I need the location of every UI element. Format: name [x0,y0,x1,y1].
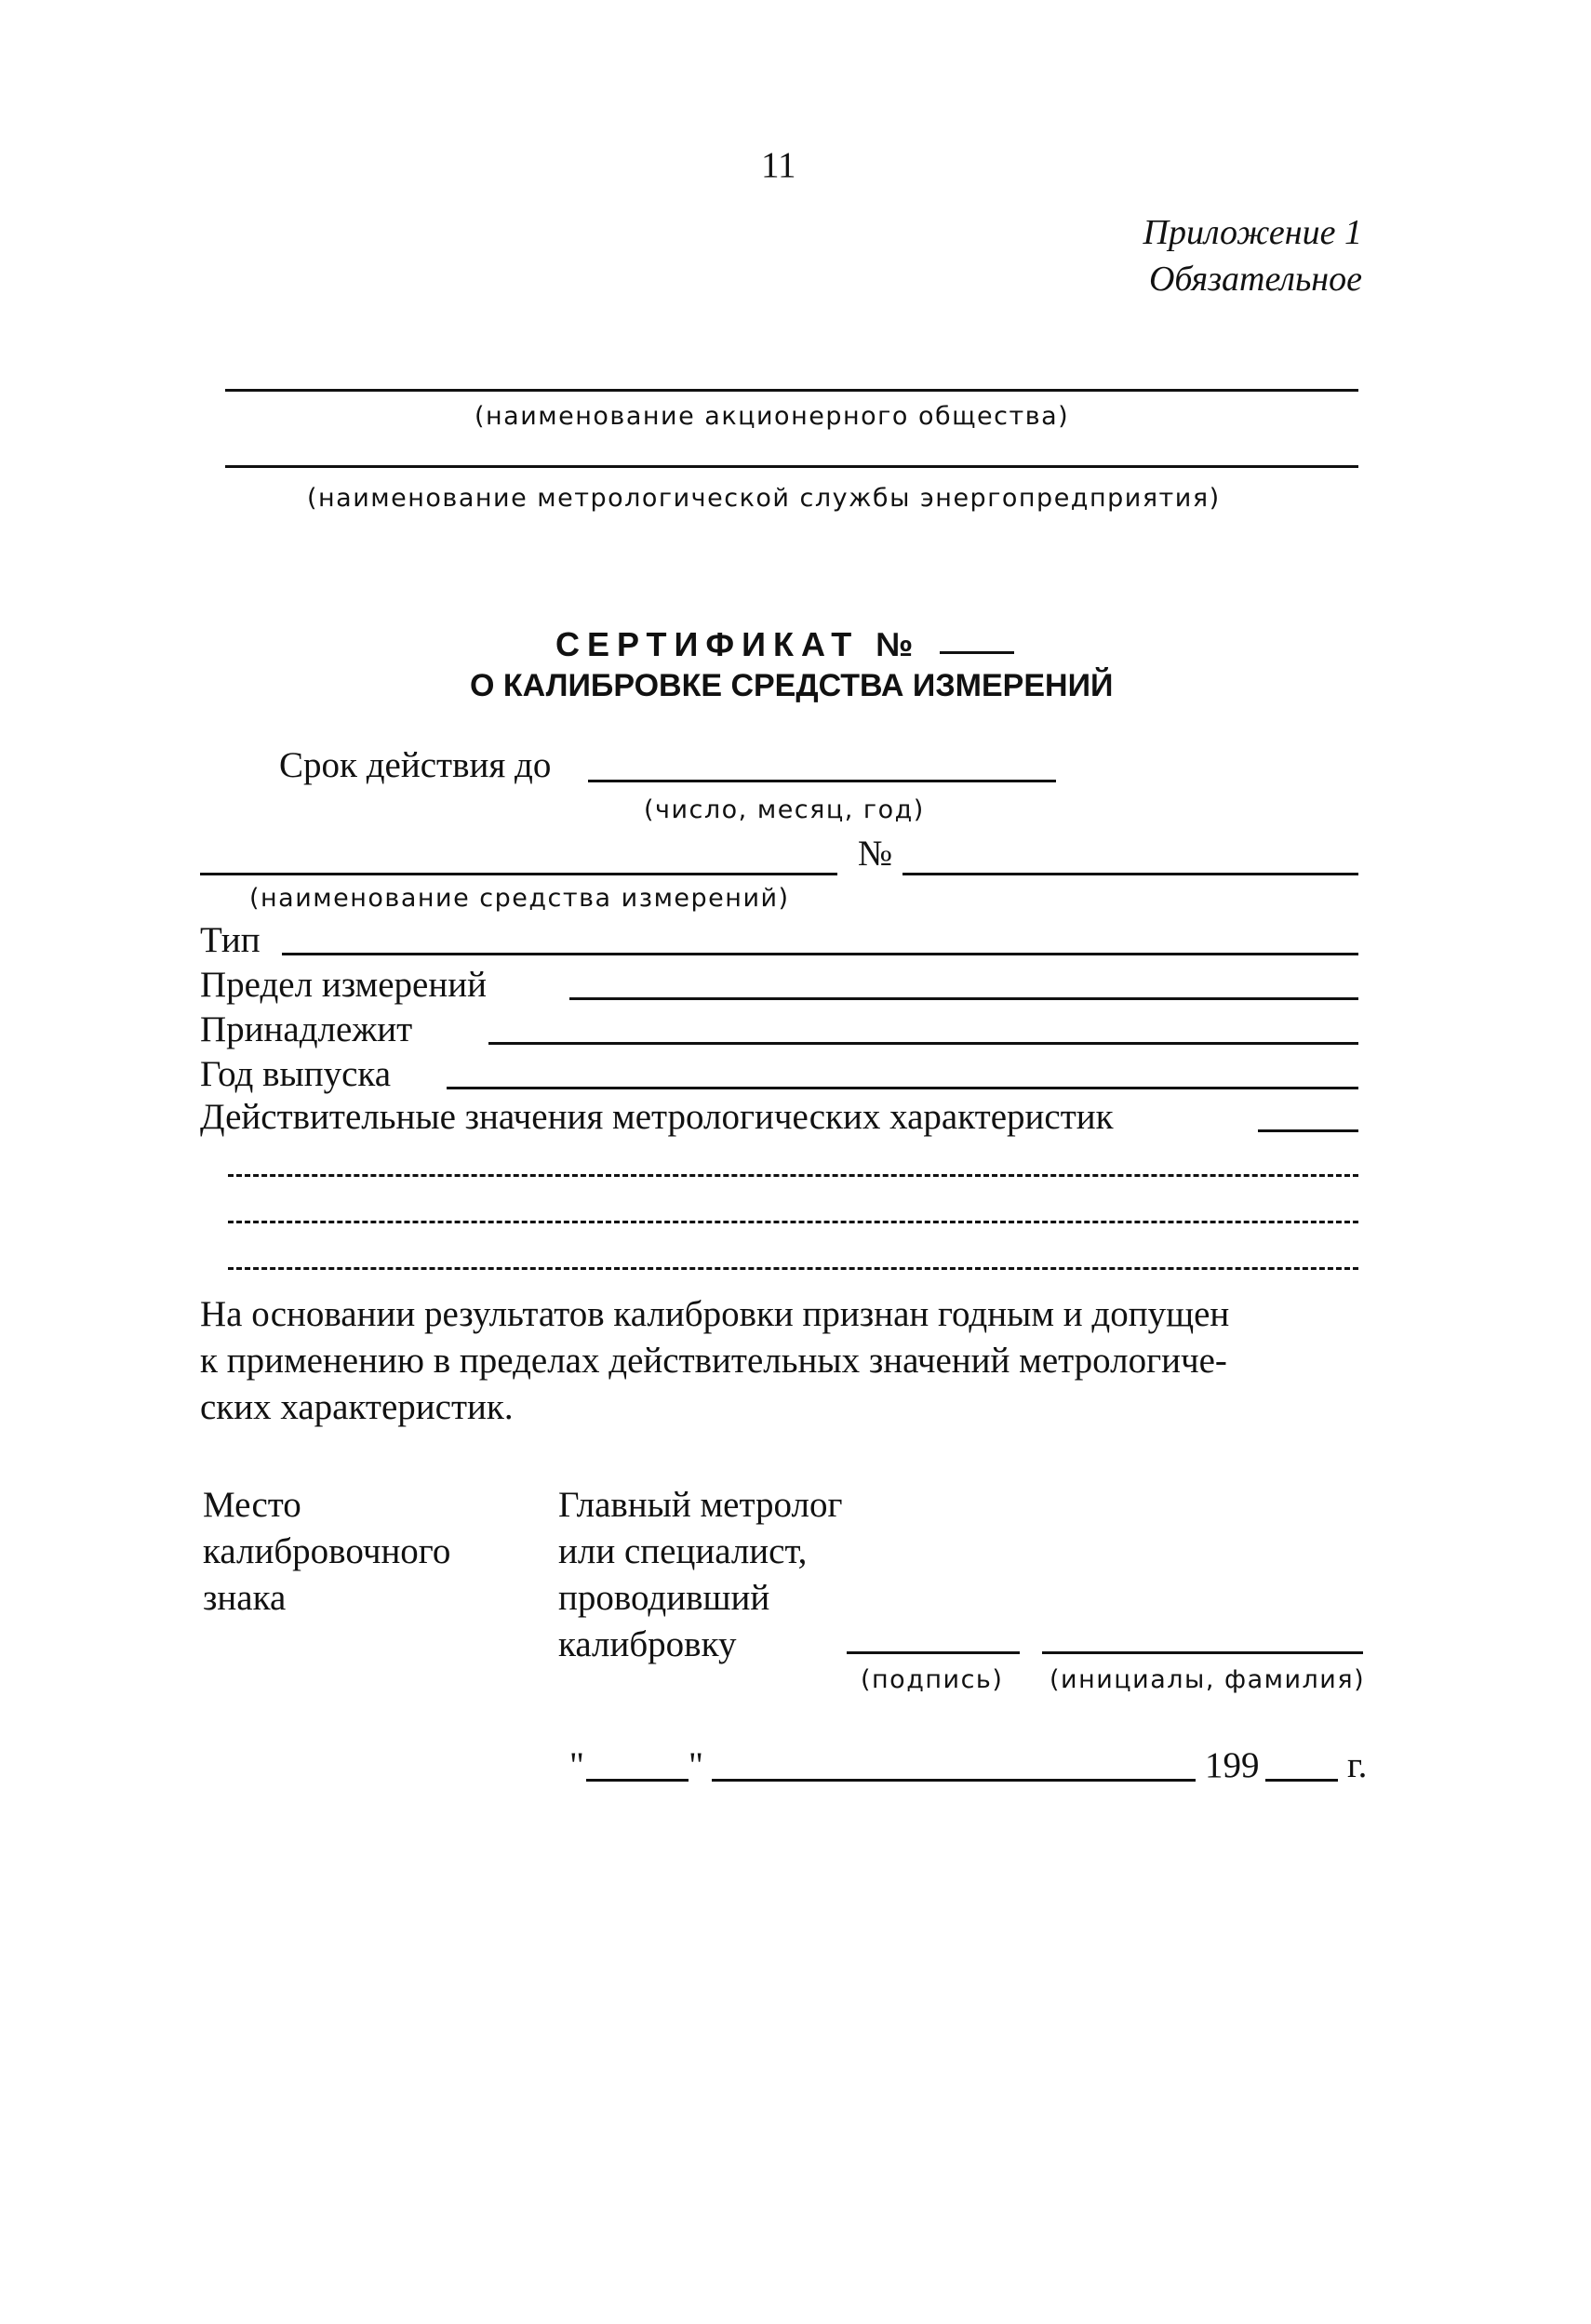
owner-line[interactable] [488,1042,1358,1045]
metrologist-line-3: проводивший [558,1578,770,1618]
owner-label: Принадлежит [200,1009,413,1049]
metrologist-line-4: калибровку [558,1624,737,1664]
mark-place-line-2: калибровочного [203,1531,451,1571]
date-caption: (число, месяц, год) [644,795,925,824]
year-prefix: 199 [1205,1745,1260,1785]
values-line-4[interactable] [228,1267,1358,1270]
initials-line[interactable] [1042,1651,1363,1654]
page-number: 11 [761,145,796,185]
date-open-quote: " [569,1745,584,1785]
type-line[interactable] [282,953,1358,955]
number-sign: № [858,834,893,874]
validity-label: Срок действия до [279,745,552,785]
year-label: Год выпуска [200,1054,392,1094]
signature-line[interactable] [847,1651,1020,1654]
range-label: Предел измерений [200,965,487,1005]
instrument-caption: (наименование средства измерений) [249,884,790,913]
instrument-name-line[interactable] [200,873,837,875]
validity-line[interactable] [588,780,1056,782]
date-close-quote: " [689,1745,703,1785]
mark-place-line-1: Место [203,1485,301,1525]
range-line[interactable] [569,997,1358,1000]
society-caption: (наименование акционерного общества) [475,402,1070,431]
year-suffix: г. [1347,1745,1368,1785]
values-line[interactable] [1258,1129,1358,1132]
mark-place-line-3: знака [203,1578,287,1618]
service-caption: (наименование метрологической службы энергопредприятия) [307,484,1221,513]
service-line[interactable] [225,465,1358,468]
certificate-number-line[interactable] [940,651,1014,654]
appendix-status: Обязательное [1148,260,1362,299]
body-text-line-1: На основании результатов калибровки признан годным и допущен [200,1294,1230,1334]
year-line[interactable] [447,1087,1358,1089]
metrologist-line-1: Главный метролог [558,1485,843,1525]
day-line[interactable] [586,1779,689,1782]
metrologist-line-2: или специалист, [558,1531,808,1571]
certificate-title: СЕРТИФИКАТ № [555,625,921,663]
year-digit-line[interactable] [1265,1779,1338,1782]
month-line[interactable] [712,1779,1196,1782]
appendix-title: Приложение 1 [1143,213,1362,252]
signature-caption: (подпись) [861,1665,1004,1694]
society-line[interactable] [225,389,1358,392]
body-text-line-2: к применению в пределах действительных значений метрологиче- [200,1341,1227,1381]
initials-caption: (инициалы, фамилия) [1050,1665,1366,1694]
type-label: Тип [200,920,261,960]
instrument-number-line[interactable] [902,873,1358,875]
body-text-line-3: ских характеристик. [200,1387,514,1427]
values-label: Действительные значения метрологических характеристик [200,1097,1114,1137]
certificate-subtitle: О КАЛИБРОВКЕ СРЕДСТВА ИЗМЕРЕНИЙ [470,668,1114,703]
values-line-2[interactable] [228,1174,1358,1177]
values-line-3[interactable] [228,1221,1358,1223]
